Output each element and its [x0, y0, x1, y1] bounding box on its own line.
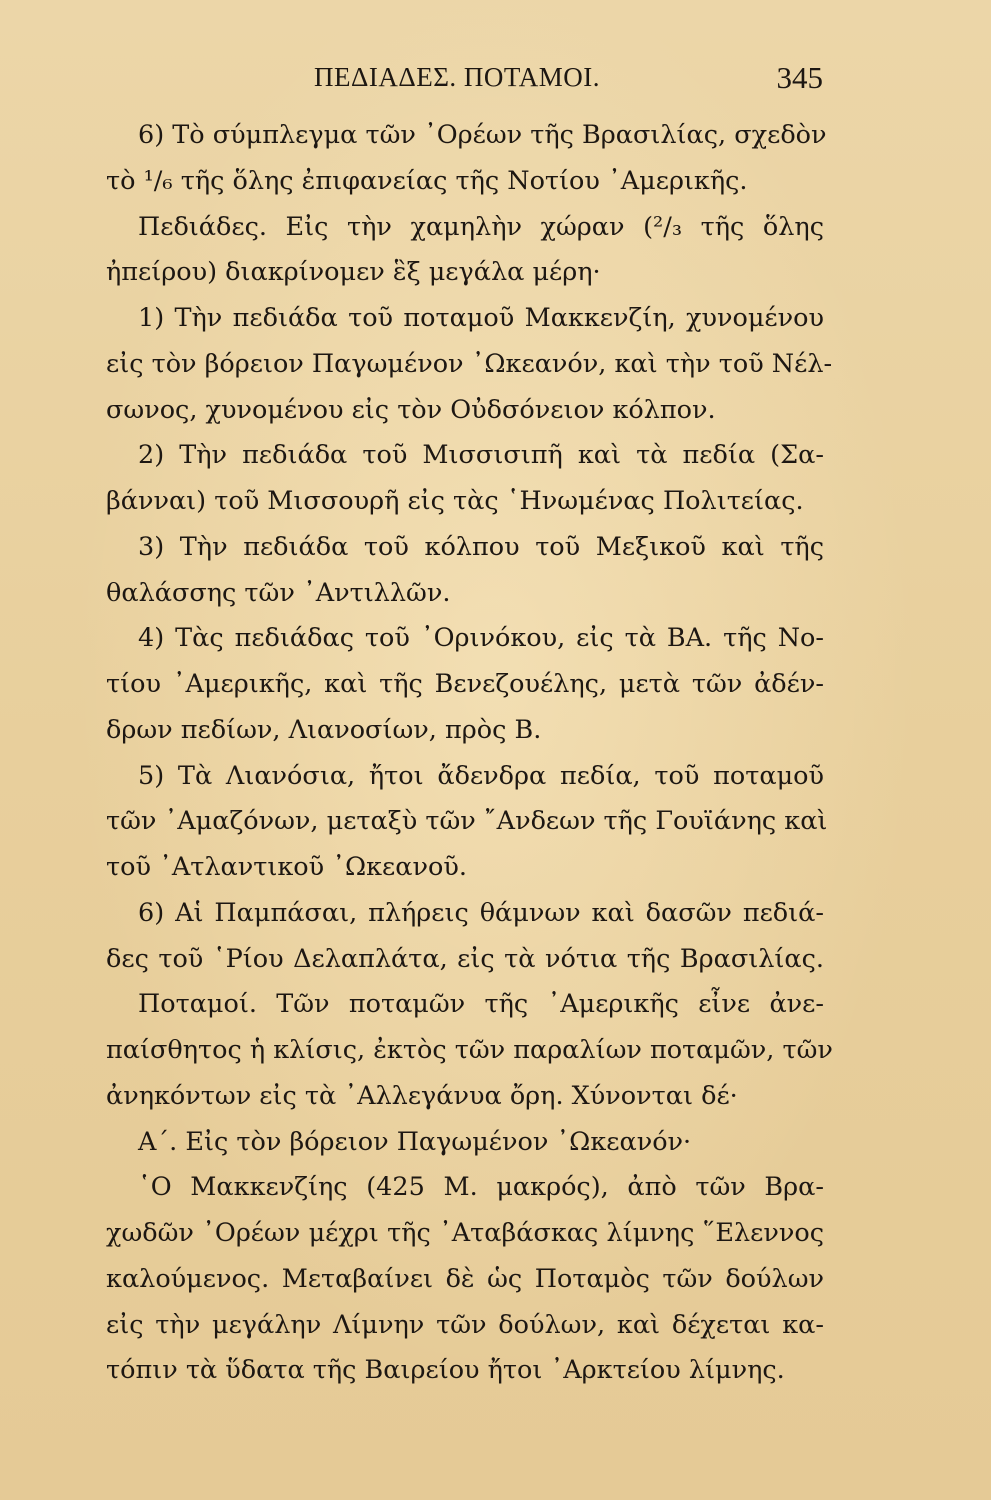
text-line: θαλάσσης τῶν ᾿Αντιλλῶν. — [106, 577, 451, 608]
text-line: 6) Αἱ Παμπάσαι, πλήρεις θάμνων καὶ δασῶν πεδιά- — [138, 897, 824, 928]
text-line: τοῦ ᾿Ατλαντικοῦ ᾿Ωκεανοῦ. — [106, 852, 467, 882]
text-line: καλούμενος. Μεταβαίνει δὲ ὡς Ποταμὸς τῶν δούλων — [106, 1263, 824, 1294]
text-line: σωνος, χυνομένου εἰς τὸν Οὐδσόνειον κόλπον. — [106, 394, 716, 425]
text-line: 4) Τὰς πεδιάδας τοῦ ᾿Ορινόκου, εἰς τὰ ΒΑ. τῆς Νο- — [138, 623, 824, 654]
text-line: εἰς τὸν βόρειον Παγωμένον ᾿Ωκεανόν, καὶ τὴν τοῦ Νέλ- — [106, 348, 833, 379]
section-heading-line: Πεδιάδες. Εἰς τὴν χαμηλὴν χώραν (²/₃ τῆς ὅλης — [138, 211, 824, 242]
text-line: 6) Τὸ σύμπλεγμα τῶν ᾿Ορέων τῆς Βρασιλίας, σχεδὸν — [138, 120, 827, 150]
text-line: τίου ᾿Αμερικῆς, καὶ τῆς Βενεζουέλης, μετὰ τῶν ἀδέν- — [106, 669, 824, 699]
text-line: ἀνηκόντων εἰς τὰ ᾿Αλλεγάνυα ὄρη. Χύνονται δέ· — [106, 1080, 738, 1111]
body-text — [106, 113, 833, 1394]
text-line: βάνναι) τοῦ Μισσουρῆ εἰς τὰς ῾Ηνωμένας Πολιτείας. — [106, 486, 804, 516]
text-line: ῾Ο Μακκενζίης (425 Μ. μακρός), ἀπὸ τῶν Βρα- — [138, 1172, 824, 1203]
text-line: 5) Τὰ Λιανόσια, ἤτοι ἄδενδρα πεδία, τοῦ ποταμοῦ — [138, 760, 824, 791]
text-line: τῶν ᾿Αμαζόνων, μεταξὺ τῶν ῎Ανδεων τῆς Γουϊάνης καὶ — [106, 806, 828, 837]
text-line: τὸ ¹/₆ τῆς ὅλης ἐπιφανείας τῆς Νοτίου ᾿Αμερικῆς. — [106, 165, 748, 196]
page-header — [108, 62, 823, 102]
text-line: 1) Τὴν πεδιάδα τοῦ ποταμοῦ Μακκενζίη, χυνομένου — [138, 303, 824, 333]
text-line: ἠπείρου) διακρίνομεν ἓξ μεγάλα μέρη· — [106, 257, 601, 288]
text-line: 3) Τὴν πεδιάδα τοῦ κόλπου τοῦ Μεξικοῦ καὶ τῆς — [138, 531, 824, 562]
page-number: 345 — [776, 60, 823, 95]
text-line: δες τοῦ ῾Ρίου Δελαπλάτα, εἰς τὰ νότια τῆς Βρασιλίας. — [106, 943, 824, 974]
text-line: παίσθητος ἡ κλίσις, ἐκτὸς τῶν παραλίων ποταμῶν, τῶν — [106, 1035, 833, 1065]
running-title: ΠΕΔΙΑΔΕΣ. ΠΟΤΑΜΟΙ. — [314, 62, 600, 92]
subsection-line: Α΄. Εἰς τὸν βόρειον Παγωμένον ᾿Ωκεανόν· — [138, 1126, 692, 1157]
text-line: τόπιν τὰ ὕδατα τῆς Βαιρείου ἤτοι ᾿Αρκτείου λίμνης. — [106, 1355, 785, 1386]
text-line: 2) Τὴν πεδιάδα τοῦ Μισσισιπῆ καὶ τὰ πεδία (Σα- — [138, 440, 824, 471]
text-line: χωδῶν ᾿Ορέων μέχρι τῆς ᾿Αταβάσκας λίμνης ῞Ελεννος — [106, 1218, 824, 1248]
text-line: εἰς τὴν μεγάλην Λίμνην τῶν δούλων, καὶ δέχεται κα- — [106, 1309, 824, 1340]
section-heading-line: Ποταμοί. Τῶν ποταμῶν τῆς ᾿Αμερικῆς εἶνε ἀνε- — [138, 989, 824, 1020]
text-line: δρων πεδίων, Λιανοσίων, πρὸς Β. — [106, 714, 542, 745]
